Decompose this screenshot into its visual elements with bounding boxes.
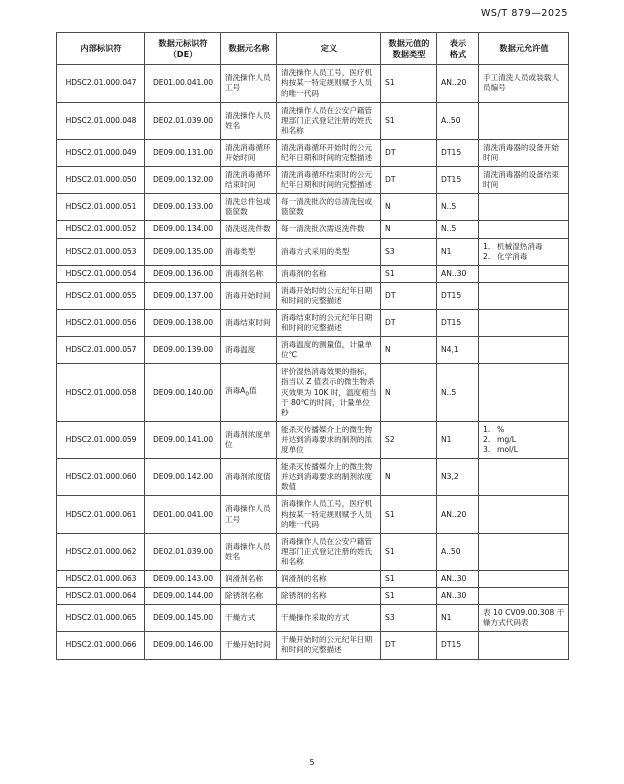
cell-format: DT15 [437, 632, 479, 659]
cell-definition: 消毒方式采用的类型 [277, 238, 381, 265]
allowed-value-item: 3. mol/L [483, 445, 518, 455]
cell-de-id: DE09.00.144.00 [145, 588, 221, 605]
column-header-format [437, 33, 479, 65]
cell-format: AN..20 [437, 65, 479, 102]
cell-definition: 消毒剂的名称 [277, 265, 381, 282]
cell-definition: 润滑剂的名称 [277, 570, 381, 587]
cell-name: 除锈剂名称 [221, 588, 277, 605]
cell-de-id: DE01.00.041.00 [145, 496, 221, 533]
cell-definition: 评价湿热消毒效果的指标，指当以 Z 值表示的微生物杀灭效果为 10K 时，温度相当于 80℃的时间，计量单位秒 [277, 364, 381, 421]
table-row [57, 605, 569, 632]
cell-datatype: N [381, 459, 437, 496]
cell-de-id: DE09.00.145.00 [145, 605, 221, 632]
cell-format: N1 [437, 238, 479, 265]
cell-datatype: S1 [381, 533, 437, 570]
cell-datatype: N [381, 337, 437, 364]
cell-name: 消毒剂浓度值 [221, 459, 277, 496]
cell-definition: 每一清洗批次需返洗件数 [277, 221, 381, 238]
cell-datatype: S1 [381, 570, 437, 587]
cell-de-id: DE09.00.137.00 [145, 282, 221, 309]
cell-de-id: DE09.00.146.00 [145, 632, 221, 659]
cell-definition: 清洗消毒循环开始时的公元纪年日期和时间的完整描述 [277, 139, 381, 166]
cell-name: 清洗消毒循环结束时间 [221, 167, 277, 194]
cell-internal-id: HDSC2.01.000.054 [57, 265, 145, 282]
cell-allowed-values [479, 310, 569, 337]
cell-de-id: DE01.00.041.00 [145, 65, 221, 102]
cell-definition: 消毒结束时的公元纪年日期和时间的完整描述 [277, 310, 381, 337]
cell-format: N..5 [437, 221, 479, 238]
table-row [57, 65, 569, 102]
cell-name: 干燥方式 [221, 605, 277, 632]
cell-internal-id: HDSC2.01.000.061 [57, 496, 145, 533]
cell-format: AN..30 [437, 265, 479, 282]
cell-allowed-values [479, 282, 569, 309]
cell-name: 消毒类型 [221, 238, 277, 265]
cell-datatype: DT [381, 139, 437, 166]
cell-definition: 清洗消毒循环结束时的公元纪年日期和时间的完整描述 [277, 167, 381, 194]
cell-definition: 消毒开始时的公元纪年日期和时间的完整描述 [277, 282, 381, 309]
cell-allowed-values [479, 364, 569, 421]
cell-internal-id: HDSC2.01.000.053 [57, 238, 145, 265]
allowed-values-list [483, 425, 565, 455]
cell-name: 消毒结束时间 [221, 310, 277, 337]
cell-allowed-values: 清洗消毒器的设备开始时间 [479, 139, 569, 166]
cell-internal-id: HDSC2.01.000.049 [57, 139, 145, 166]
cell-datatype: N [381, 194, 437, 221]
cell-internal-id: HDSC2.01.000.048 [57, 102, 145, 139]
cell-datatype: S1 [381, 102, 437, 139]
cell-allowed-values: 手工清洗人员或装载人员编号 [479, 65, 569, 102]
cell-format: DT15 [437, 167, 479, 194]
table-row [57, 238, 569, 265]
cell-datatype: DT [381, 167, 437, 194]
table-row [57, 139, 569, 166]
cell-name: 消毒剂浓度单位 [221, 421, 277, 458]
table-body [57, 65, 569, 659]
cell-de-id: DE09.00.142.00 [145, 459, 221, 496]
cell-name: 消毒操作人员工号 [221, 496, 277, 533]
cell-definition: 干燥操作采取的方式 [277, 605, 381, 632]
cell-internal-id: HDSC2.01.000.055 [57, 282, 145, 309]
cell-datatype: S3 [381, 605, 437, 632]
cell-internal-id: HDSC2.01.000.060 [57, 459, 145, 496]
cell-format: N4,1 [437, 337, 479, 364]
allowed-value-item: 1. % [483, 424, 505, 434]
column-header-allowed-values: 数据元允许值 [479, 33, 569, 65]
cell-de-id: DE09.00.131.00 [145, 139, 221, 166]
table-row [57, 194, 569, 221]
table-row [57, 364, 569, 421]
cell-internal-id: HDSC2.01.000.047 [57, 65, 145, 102]
cell-definition: 干燥开始时的公元纪年日期和时间的完整描述 [277, 632, 381, 659]
cell-allowed-values: 表 10 CV09.00.308 干燥方式代码表 [479, 605, 569, 632]
cell-format: N..5 [437, 364, 479, 421]
cell-definition: 消毒温度的测量值，计量单位℃ [277, 337, 381, 364]
cell-de-id: DE09.00.138.00 [145, 310, 221, 337]
cell-de-id: DE09.00.141.00 [145, 421, 221, 458]
cell-internal-id: HDSC2.01.000.051 [57, 194, 145, 221]
cell-datatype: DT [381, 282, 437, 309]
cell-datatype: DT [381, 310, 437, 337]
table-header-row [57, 33, 569, 65]
cell-datatype: N [381, 221, 437, 238]
cell-internal-id: HDSC2.01.000.057 [57, 337, 145, 364]
cell-allowed-values [479, 533, 569, 570]
column-header-de-id [145, 33, 221, 65]
table-row [57, 632, 569, 659]
cell-internal-id: HDSC2.01.000.059 [57, 421, 145, 458]
cell-allowed-values [479, 459, 569, 496]
allowed-values-list [483, 242, 565, 262]
cell-allowed-values [479, 588, 569, 605]
cell-allowed-values: 清洗消毒器的设备结束时间 [479, 167, 569, 194]
cell-format: AN..30 [437, 588, 479, 605]
cell-de-id: DE09.00.133.00 [145, 194, 221, 221]
cell-de-id: DE09.00.132.00 [145, 167, 221, 194]
cell-allowed-values [479, 102, 569, 139]
data-element-table [56, 32, 569, 660]
cell-de-id: DE09.00.143.00 [145, 570, 221, 587]
cell-datatype: S1 [381, 65, 437, 102]
column-header-datatype-line2: 数据类型 [392, 48, 426, 59]
column-header-definition: 定义 [277, 33, 381, 65]
cell-allowed-values [479, 632, 569, 659]
column-header-format-line2: 格式 [449, 48, 467, 59]
cell-name: 清洗返洗件数 [221, 221, 277, 238]
cell-format: A..50 [437, 102, 479, 139]
table-row [57, 102, 569, 139]
cell-internal-id: HDSC2.01.000.066 [57, 632, 145, 659]
cell-name: 消毒温度 [221, 337, 277, 364]
cell-internal-id: HDSC2.01.000.063 [57, 570, 145, 587]
table-row [57, 533, 569, 570]
cell-format: N3,2 [437, 459, 479, 496]
table-row [57, 265, 569, 282]
table-row [57, 421, 569, 458]
cell-datatype: S1 [381, 265, 437, 282]
cell-de-id: DE09.00.134.00 [145, 221, 221, 238]
allowed-value-item: 1. 机械湿热消毒 [483, 241, 543, 251]
cell-format: N..5 [437, 194, 479, 221]
column-header-de-id-line2: （DE） [168, 48, 198, 59]
cell-de-id: DE09.00.140.00 [145, 364, 221, 421]
cell-datatype: S1 [381, 496, 437, 533]
cell-internal-id: HDSC2.01.000.050 [57, 167, 145, 194]
table-row [57, 221, 569, 238]
table-row [57, 570, 569, 587]
cell-definition: 能杀灭传播媒介上的微生物并达到消毒要求的制剂的浓度单位 [277, 421, 381, 458]
table-row [57, 588, 569, 605]
cell-datatype: S1 [381, 588, 437, 605]
cell-format: DT15 [437, 282, 479, 309]
table-row [57, 337, 569, 364]
data-element-table-container [56, 32, 568, 660]
cell-internal-id: HDSC2.01.000.065 [57, 605, 145, 632]
cell-internal-id: HDSC2.01.000.062 [57, 533, 145, 570]
column-header-name: 数据元名称 [221, 33, 277, 65]
allowed-value-item: 2. mg/L [483, 434, 517, 444]
cell-datatype: S3 [381, 238, 437, 265]
cell-internal-id: HDSC2.01.000.052 [57, 221, 145, 238]
cell-name: 消毒$A_0$值 [221, 364, 277, 421]
cell-internal-id: HDSC2.01.000.058 [57, 364, 145, 421]
allowed-value-item: 2. 化学消毒 [483, 251, 528, 261]
cell-format: AN..30 [437, 570, 479, 587]
column-header-format-line1: 表示 [449, 38, 467, 48]
running-header-standard-number: WS/T 879—2025 [480, 8, 568, 19]
cell-format: A..50 [437, 533, 479, 570]
cell-de-id: DE02.01.039.00 [145, 533, 221, 570]
cell-definition: 清洗操作人员在公安户籍管理部门正式登记注册的姓氏和名称 [277, 102, 381, 139]
cell-allowed-values [479, 421, 569, 458]
page-number: 5 [309, 758, 315, 767]
column-header-datatype-line1: 数据元值的 [388, 38, 430, 48]
cell-datatype: S2 [381, 421, 437, 458]
column-header-datatype [381, 33, 437, 65]
cell-allowed-values [479, 265, 569, 282]
cell-de-id: DE02.01.039.00 [145, 102, 221, 139]
cell-internal-id: HDSC2.01.000.064 [57, 588, 145, 605]
cell-allowed-values [479, 194, 569, 221]
cell-format: DT15 [437, 310, 479, 337]
cell-definition: 清洗操作人员工号，医疗机构按某一特定规则赋予人员的唯一代码 [277, 65, 381, 102]
cell-definition: 能杀灭传播媒介上的微生物并达到消毒要求的制剂浓度数值 [277, 459, 381, 496]
cell-de-id: DE09.00.136.00 [145, 265, 221, 282]
cell-definition: 消毒操作人员在公安户籍管理部门正式登记注册的姓氏和名称 [277, 533, 381, 570]
cell-definition: 消毒操作人员工号，医疗机构按某一特定规则赋予人员的唯一代码 [277, 496, 381, 533]
cell-de-id: DE09.00.135.00 [145, 238, 221, 265]
column-header-internal-id: 内部标识符 [57, 33, 145, 65]
cell-format: DT15 [437, 139, 479, 166]
cell-definition: 除锈剂的名称 [277, 588, 381, 605]
cell-name: 清洗操作人员工号 [221, 65, 277, 102]
cell-allowed-values [479, 337, 569, 364]
cell-allowed-values [479, 570, 569, 587]
cell-name: 清洗操作人员姓名 [221, 102, 277, 139]
cell-datatype: DT [381, 632, 437, 659]
table-row [57, 496, 569, 533]
cell-format: AN..20 [437, 496, 479, 533]
cell-definition: 每一清洗批次的总清洗包或篮筐数 [277, 194, 381, 221]
cell-internal-id: HDSC2.01.000.056 [57, 310, 145, 337]
cell-name: 消毒操作人员姓名 [221, 533, 277, 570]
cell-de-id: DE09.00.139.00 [145, 337, 221, 364]
cell-datatype: N [381, 364, 437, 421]
cell-name: 消毒剂名称 [221, 265, 277, 282]
cell-name: 润滑剂名称 [221, 570, 277, 587]
cell-format: N1 [437, 421, 479, 458]
table-row [57, 459, 569, 496]
cell-name: 干燥开始时间 [221, 632, 277, 659]
column-header-de-id-line1: 数据元标识符 [158, 38, 208, 48]
cell-name: 清洗总件包或篮筐数 [221, 194, 277, 221]
cell-allowed-values [479, 221, 569, 238]
cell-allowed-values [479, 238, 569, 265]
table-row [57, 310, 569, 337]
table-row [57, 167, 569, 194]
cell-name: 消毒开始时间 [221, 282, 277, 309]
cell-allowed-values [479, 496, 569, 533]
cell-format: N1 [437, 605, 479, 632]
table-row [57, 282, 569, 309]
table-header [57, 33, 569, 65]
cell-name: 清洗消毒循环开始时间 [221, 139, 277, 166]
